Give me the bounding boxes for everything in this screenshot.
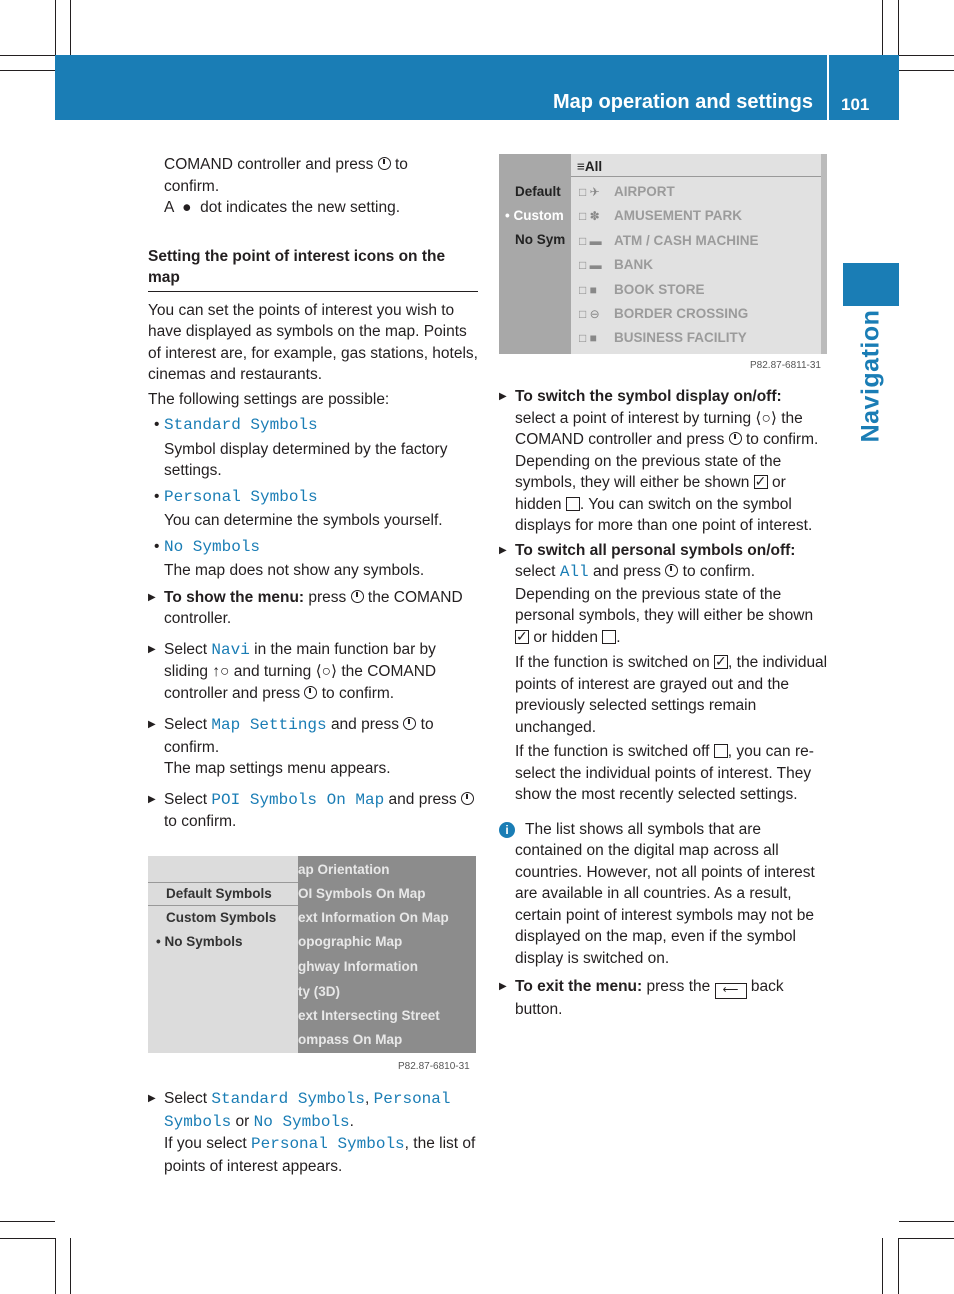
map-settings-menu <box>298 856 476 1053</box>
step-switch-all-symbols: ▶ To switch all personal symbols on/off: select All and press to confirm. Depending on the previous state of the personal symbols, they will either be shown ✓ or hidden . <box>499 540 829 649</box>
menu-item: No Sym <box>515 232 566 247</box>
poi-checkbox-icon: □ ▬ <box>579 234 602 248</box>
press-icon <box>351 590 364 603</box>
step-select-symbols: ▶ Select Standard Symbols, Personal Symbols or No Symbols. If you select Personal Symbols, the list of points of interest appears. <box>148 1088 478 1177</box>
poi-checkbox-icon: □ ■ <box>579 283 597 297</box>
crop-mark <box>0 1238 55 1239</box>
step-switch-symbol-display: ▶ To switch the symbol display on/off: select a point of interest by turning ⟨○⟩ the COMAND controller and press to confirm. Depending on the previous state of the symbols, they will either be shown ✓ or hidden . You can switch on the symbol displays for more than one point of interest. <box>499 386 829 537</box>
step-map-settings: ▶ Select Map Settings and press to confirm. The map settings menu appears. <box>148 714 478 780</box>
poi-item: AIRPORT <box>614 184 675 199</box>
left-column <box>148 154 478 833</box>
press-icon <box>378 157 391 170</box>
side-tab-marker <box>843 263 899 306</box>
menu-item: opographic Map <box>298 934 403 949</box>
category-menu <box>499 154 571 354</box>
menu-item: OI Symbols On Map <box>298 886 426 901</box>
press-icon <box>461 792 474 805</box>
poi-checkbox-icon: □ ✽ <box>579 209 600 223</box>
screenshot-poi-list <box>499 154 827 354</box>
intro-text: COMAND controller and press to confirm. A ● dot indicates the new setting. <box>164 156 408 216</box>
menu-item: • No Symbols <box>156 934 243 949</box>
menu-item: ghway Information <box>298 959 419 974</box>
option-standard-symbols: • Standard Symbols <box>148 414 478 437</box>
checkbox-empty-icon <box>602 630 616 644</box>
poi-checkbox-icon: □ ■ <box>579 331 597 345</box>
step-exit-menu: ▶ To exit the menu: press the ⟵ back button. <box>499 976 829 1021</box>
crop-mark <box>70 0 71 55</box>
crop-mark <box>899 1221 954 1222</box>
info-note: i The list shows all symbols that are contained on the digital map across all countries. However, not all points of interest are available in all countries. As a result, certain point of interest symbols may not be displayed on the map, even if the symbol display is switched on. <box>499 819 829 970</box>
option-personal-symbols: • Personal Symbols <box>148 486 478 509</box>
poi-checkbox-icon: □ ⊖ <box>579 307 600 321</box>
crop-mark <box>0 55 55 56</box>
step-show-menu: ▶ To show the menu: press the COMAND controller. <box>148 587 478 630</box>
poi-item: BANK <box>614 257 653 272</box>
poi-item: BOOK STORE <box>614 282 705 297</box>
all-item: ≡All <box>577 159 603 174</box>
press-icon <box>304 686 317 699</box>
crop-mark <box>882 1238 883 1294</box>
right-column <box>499 386 829 1021</box>
menu-item: Default <box>515 184 561 199</box>
checkbox-empty-icon <box>566 497 580 511</box>
menu-item: Custom Symbols <box>166 910 277 925</box>
figure-ref: P82.87-6811-31 <box>750 360 821 371</box>
symbol-menu <box>148 856 298 1053</box>
turn-icon: ⟨○⟩ <box>315 663 338 680</box>
screenshot-map-settings <box>148 856 476 1053</box>
page-number: 101 <box>841 95 870 114</box>
crop-mark <box>899 55 954 56</box>
option-desc: Symbol display determined by the factory settings. <box>164 440 448 479</box>
header-title: Map operation and settings <box>552 91 813 113</box>
crop-mark <box>0 70 55 71</box>
menu-item: ext Intersecting Street <box>298 1008 440 1023</box>
section-heading: Setting the point of interest icons on the map <box>148 246 478 292</box>
checkbox-checked-icon <box>714 655 728 669</box>
turn-icon: ⟨○⟩ <box>755 409 777 427</box>
checkbox-checked-icon <box>515 630 529 644</box>
paragraph: If the function is switched on ✓ , the individual points of interest are grayed out and the previously selected settings remain unchanged. <box>499 652 829 738</box>
press-icon <box>665 564 678 577</box>
menu-item: Default Symbols <box>166 886 272 901</box>
side-tab-label: Navigation <box>856 309 885 443</box>
back-button-icon: ⟵ <box>715 983 747 999</box>
option-desc: You can determine the symbols yourself. <box>164 512 443 529</box>
menu-item: • Custom <box>505 208 564 223</box>
option-desc: The map does not show any symbols. <box>164 562 425 579</box>
paragraph: If the function is switched off , you can re-select the individual points of interest. They show the most recently selected settings. <box>515 743 814 803</box>
dot-icon: ● <box>182 199 192 216</box>
poi-item: AMUSEMENT PARK <box>614 208 742 223</box>
crop-mark <box>898 1238 899 1294</box>
step-poi-symbols: ▶ Select POI Symbols On Map and press to confirm. <box>148 789 478 833</box>
poi-item: BORDER CROSSING <box>614 306 749 321</box>
slide-icon: ↑○ <box>212 663 230 680</box>
paragraph: You can set the points of interest you wish to have displayed as symbols on the map. Points of interest are, for example, gas stations, hotels, cinemas and restaurants. <box>148 301 478 383</box>
poi-list <box>571 154 827 354</box>
figure-ref: P82.87-6810-31 <box>398 1061 470 1072</box>
option-no-symbols: • No Symbols <box>148 536 478 559</box>
crop-mark <box>899 70 954 71</box>
page-header <box>55 55 899 120</box>
menu-item: ap Orientation <box>298 862 390 877</box>
info-icon: i <box>499 822 515 838</box>
poi-checkbox-icon: □ ▬ <box>579 258 602 272</box>
step-select-navi: ▶ Select Navi in the main function bar by sliding ↑○ and turning ⟨○⟩ the COMAND controller and press to confirm. <box>148 639 478 705</box>
crop-mark <box>882 0 883 55</box>
left-column-end <box>148 1088 478 1177</box>
menu-item: ompass On Map <box>298 1032 403 1047</box>
poi-item: BUSINESS FACILITY <box>614 330 747 345</box>
crop-mark <box>899 1238 954 1239</box>
crop-mark <box>55 0 56 55</box>
crop-mark <box>70 1238 71 1294</box>
poi-item: ATM / CASH MACHINE <box>614 233 759 248</box>
crop-mark <box>0 1221 55 1222</box>
press-icon <box>729 432 742 445</box>
paragraph: The following settings are possible: <box>148 390 390 408</box>
crop-mark <box>55 1238 56 1294</box>
poi-checkbox-icon: □ ✈ <box>579 185 600 199</box>
header-divider <box>827 55 829 120</box>
press-icon <box>403 717 416 730</box>
checkbox-empty-icon <box>714 744 728 758</box>
menu-item: ext Information On Map <box>298 910 449 925</box>
checkbox-checked-icon <box>754 475 768 489</box>
crop-mark <box>898 0 899 55</box>
menu-item: ty (3D) <box>298 984 341 999</box>
